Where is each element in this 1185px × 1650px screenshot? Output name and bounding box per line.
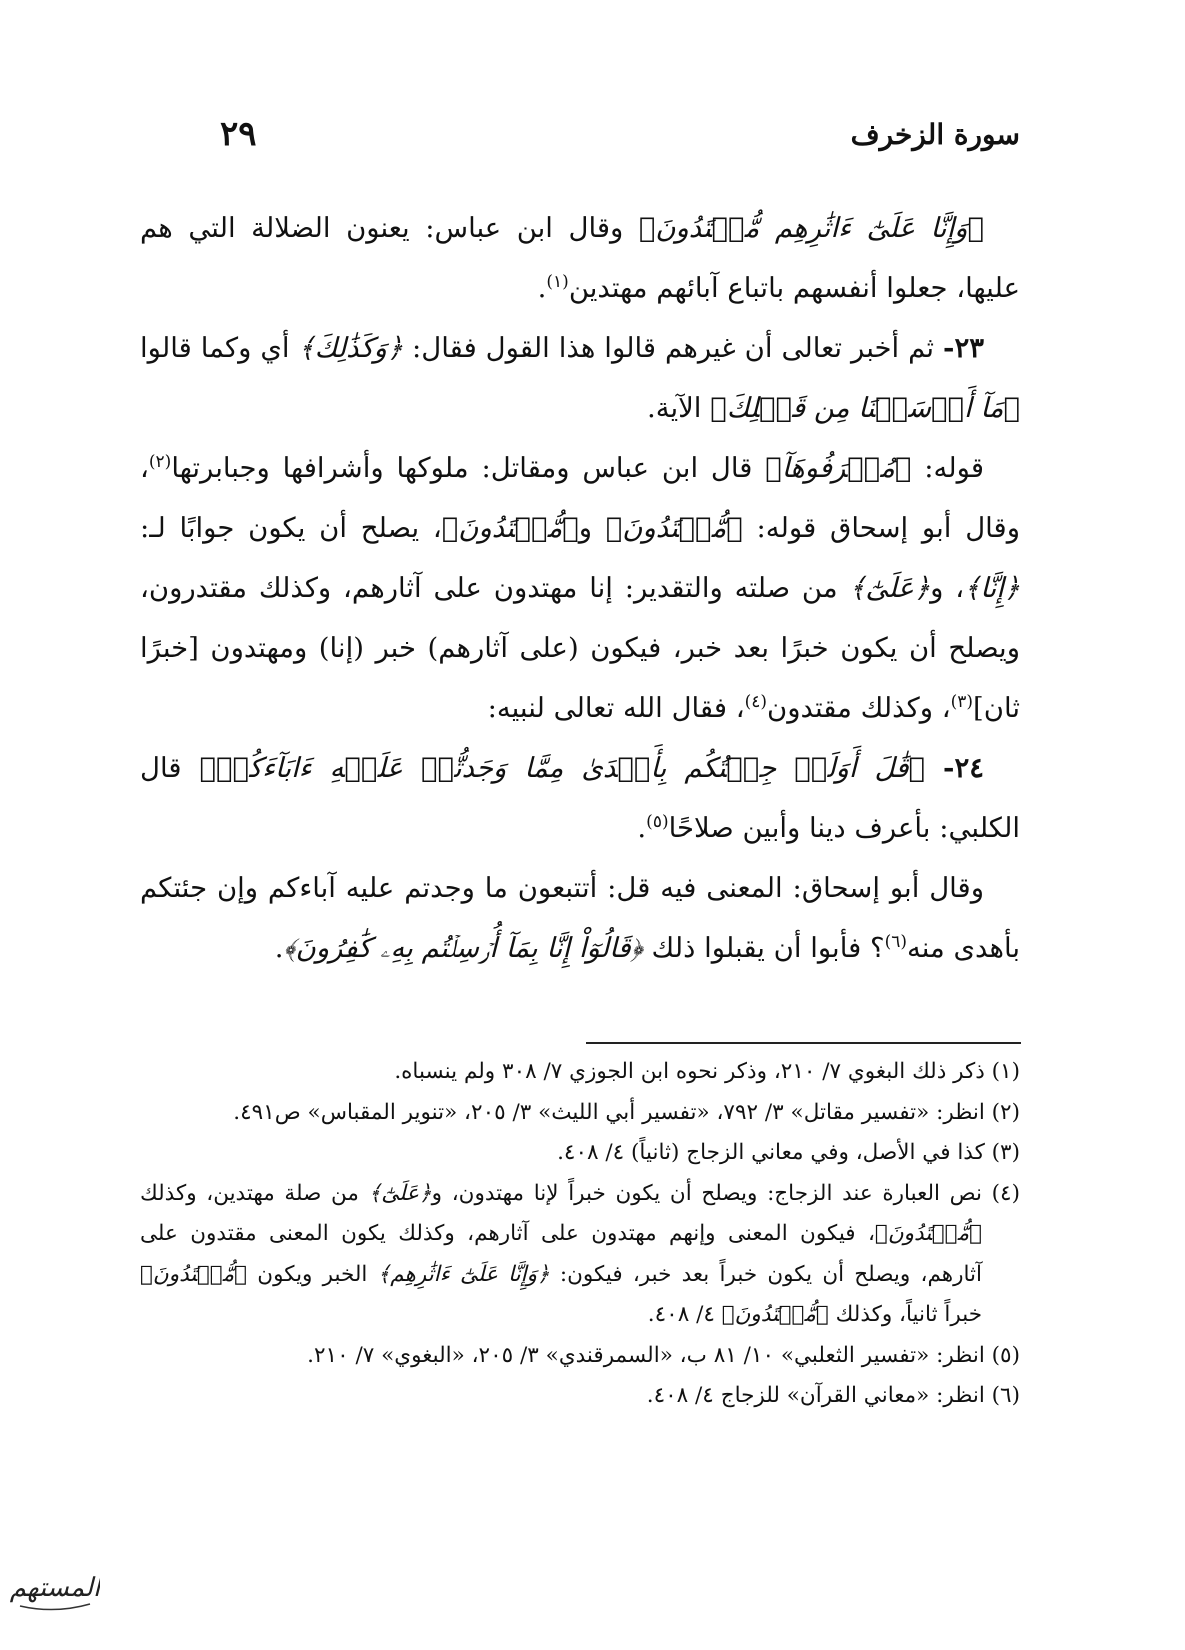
paragraph: [140, 198, 1020, 318]
quran-verse: ﴿وَكَذَٰلِكَ﴾: [298, 332, 404, 364]
footnote-ref: (١): [546, 271, 569, 292]
quran-verse: ﴿مُّهۡتَدُونَ﴾: [140, 1261, 248, 1287]
footnote-ref: (٢): [148, 451, 172, 472]
footnote-divider: [586, 1042, 1021, 1044]
quran-verse: ﴿قَالُوٓاْ إِنَّا بِمَآ أُرۡسِلۡتُم بِهِۦ كَٰفِرُونَ﴾: [283, 932, 643, 964]
quran-verse: ﴿مُتۡرَفُوهَآ﴾: [765, 452, 912, 484]
surah-title: سورة الزخرف: [850, 117, 1020, 151]
quran-verse: ﴿إِنَّا﴾: [964, 572, 1020, 604]
footnote-ref: (٣): [950, 691, 974, 712]
verse-number: ٢٤-: [943, 752, 985, 784]
text-run: ، و: [930, 572, 965, 604]
text-run: وقال ابن عباس: يعنون الضلالة التي هم عليها، جعلوا أنفسهم باتباع آبائهم مهتدين: [140, 212, 1020, 304]
quran-verse: ﴿قَٰلَ أَوَلَوۡ جِئۡتُكُم بِأَهۡدَىٰ مِمَّا وَجَدتُّمۡ عَلَيۡهِ ءَابَآءَكُمۡ﴾: [199, 752, 944, 784]
text-run: ، يصلح أن يكون جوابًا لـ:: [140, 512, 442, 544]
text-run: من صلة مهتدين، وكذلك: [140, 1180, 369, 1206]
footnote: [140, 1174, 1020, 1336]
paragraph: [140, 738, 1020, 858]
footnotes: [140, 1052, 1020, 1417]
paragraph: [140, 318, 1020, 438]
footnote: (٦) انظر: «معاني القرآن» للزجاج ٤/ ٤٠٨.: [646, 1383, 1020, 1408]
paragraph: [140, 858, 1020, 978]
quran-verse: ﴿مُّهۡتَدُونَ﴾: [605, 512, 743, 544]
text-run: ؟ فأبوا أن يقبلوا ذلك: [642, 932, 885, 964]
text-run: خبراً ثانياً، وكذلك: [828, 1302, 982, 1327]
text-run: وقال أبو إسحاق: المعنى فيه قل: أتتبعون ما وجدتم عليه آباءكم وإن جئتكم بأهدى منه: [140, 872, 1020, 964]
page-number: ٢٩: [220, 114, 257, 154]
footnote-ref: (٦): [884, 931, 907, 952]
footnote: (٢) انظر: «تفسير مقاتل» ٣/ ٧٩٢، «تفسير أبي الليث» ٣/ ٢٠٥، «تنوير المقباس» ص٤٩١.: [233, 1099, 1020, 1125]
quran-verse: ﴿عَلَىٰٓ﴾: [849, 572, 931, 604]
footnote-ref: (٥): [646, 811, 669, 832]
quran-verse: ﴿مُّقۡتَدُونَ﴾: [721, 1302, 829, 1327]
text-run: الخبر ويكون: [247, 1261, 378, 1287]
quran-verse: ﴿مُّقۡتَدُونَ﴾: [874, 1221, 982, 1246]
quran-verse: ﴿مُّقۡتَدُونَ﴾: [441, 512, 579, 544]
quran-verse: ﴿وَإِنَّا عَلَىٰٓ ءَاثَٰرِهِم﴾: [377, 1261, 550, 1287]
logo-text: المستهم: [10, 1573, 100, 1603]
footnote-ref: (٤): [744, 691, 768, 712]
quran-verse: ﴿عَلَىٰٓ﴾: [368, 1180, 432, 1206]
footnote: (٣) كذا في الأصل، وفي معاني الزجاج (ثانياً) ٤/ ٤٠٨.: [557, 1140, 1020, 1165]
text-run: (٤) نص العبارة عند الزجاج: ويصلح أن يكون خبراً لإنا مهتدون، و: [431, 1180, 1020, 1206]
text-run: قوله:: [911, 452, 984, 484]
text-run: قال الكلبي: بأعرف دينا وأبين صلاحًا: [140, 752, 1020, 844]
main-text: [140, 198, 1020, 978]
text-run: من صلته والتقدير: إنا مهتدون على آثارهم، وكذلك مقتدرون، ويصلح أن يكون خبرًا بعد خبر، فيكون (على آثارهم) خبر (إنا) ومهتدون [خبرًا ثان]: [140, 572, 1020, 724]
text-run: ٤/ ٤٠٨.: [647, 1302, 722, 1327]
publisher-logo: [10, 1554, 100, 1624]
footnote: (١) ذكر ذلك البغوي ٧/ ٢١٠، وذكر نحوه ابن الجوزي ٧/ ٣٠٨ ولم ينسباه.: [394, 1059, 1020, 1084]
text-run: و: [578, 512, 606, 544]
text-run: ، فيكون المعنى وإنهم مهتدون على آثارهم، وكذلك يكون المعنى مقتدون على آثارهم، ويصلح أن يكون خبراً بعد خبر، فيكون:: [140, 1221, 982, 1287]
text-run: قال ابن عباس ومقاتل: ملوكها وأشرافها وجبابرتها: [171, 452, 766, 484]
text-run: ، فقال الله تعالى لنبيه:: [487, 692, 745, 724]
text-run: .: [274, 932, 284, 964]
text-run: .: [637, 812, 647, 844]
text-run: .: [537, 272, 547, 304]
logo-flourish: [20, 1604, 90, 1610]
quran-verse: ﴿مَآ أَرۡسَلۡنَا مِن قَبۡلِكَ﴾: [710, 392, 1020, 424]
quran-verse: ﴿وَإِنَّا عَلَىٰٓ ءَاثَٰرِهِم مُّهۡتَدُونَ﴾: [638, 212, 985, 244]
page-header: [220, 108, 1020, 160]
footnote: (٥) انظر: «تفسير الثعلبي» ١٠/ ٨١ ب، «السمرقندي» ٣/ ٢٠٥، «البغوي» ٧/ ٢١٠.: [307, 1342, 1020, 1368]
paragraph: [140, 438, 1020, 738]
text-run: ، وقال أبو إسحاق قوله:: [140, 452, 1020, 544]
verse-number: ٢٣-: [943, 332, 984, 364]
text-run: أي وكما قالوا: [140, 332, 299, 364]
text-run: ، وكذلك مقتدون: [767, 692, 951, 724]
text-run: ثم أخبر تعالى أن غيرهم قالوا هذا القول فقال:: [403, 332, 944, 364]
text-run: الآية.: [646, 392, 711, 424]
